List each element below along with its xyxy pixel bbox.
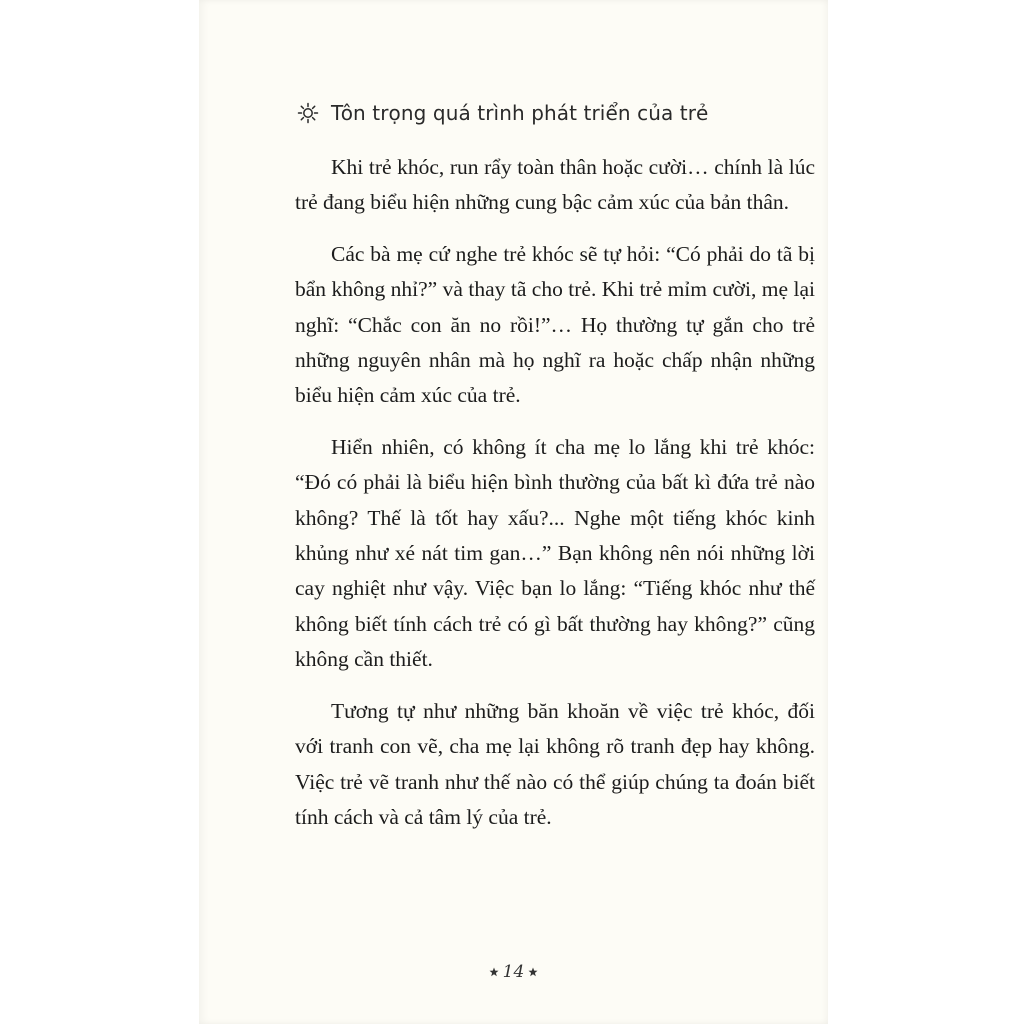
book-page bbox=[199, 0, 828, 1024]
paragraph: Các bà mẹ cứ nghe trẻ khóc sẽ tự hỏi: “Có phải do tã bị bẩn không nhỉ?” và thay tã cho trẻ. Khi trẻ mỉm cười, mẹ lại nghĩ: “Chắc con ăn no rồi!”… Họ thường tự gắn cho trẻ những nguyên nhân mà họ nghĩ ra hoặc chấp nhận những biểu hiện cảm xúc của trẻ. bbox=[295, 241, 815, 408]
page-number bbox=[199, 962, 828, 982]
star-icon bbox=[528, 967, 538, 977]
sun-icon bbox=[297, 102, 319, 124]
paragraph: Tương tự như những băn khoăn về việc trẻ khóc, đối với tranh con vẽ, cha mẹ lại không rõ tranh đẹp hay không. Việc trẻ vẽ tranh như thế nào có thể giúp chúng ta đoán biết tính cách và cả tâm lý của trẻ. bbox=[295, 698, 815, 829]
paragraph: Khi trẻ khóc, run rẩy toàn thân hoặc cười… chính là lúc trẻ đang biểu hiện những cung bậc cảm xúc của bản thân. bbox=[295, 155, 815, 215]
section-heading-text: Tôn trọng quá trình phát triển của trẻ bbox=[331, 101, 709, 125]
body-text bbox=[295, 150, 815, 835]
star-icon bbox=[489, 967, 499, 977]
page-number-text: 14 bbox=[502, 962, 525, 982]
section-heading bbox=[297, 96, 708, 130]
paragraph: Hiển nhiên, có không ít cha mẹ lo lắng khi trẻ khóc: “Đó có phải là biểu hiện bình thường của bất kì đứa trẻ nào không? Thế là tốt hay xấu?... Nghe một tiếng khóc kinh khủng như xé nát tim gan…” Bạn không nên nói những lời cay nghiệt như vậy. Việc bạn lo lắng: “Tiếng khóc như thế không biết tính cách trẻ có gì bất thường hay không?” cũng không cần thiết. bbox=[295, 434, 815, 672]
